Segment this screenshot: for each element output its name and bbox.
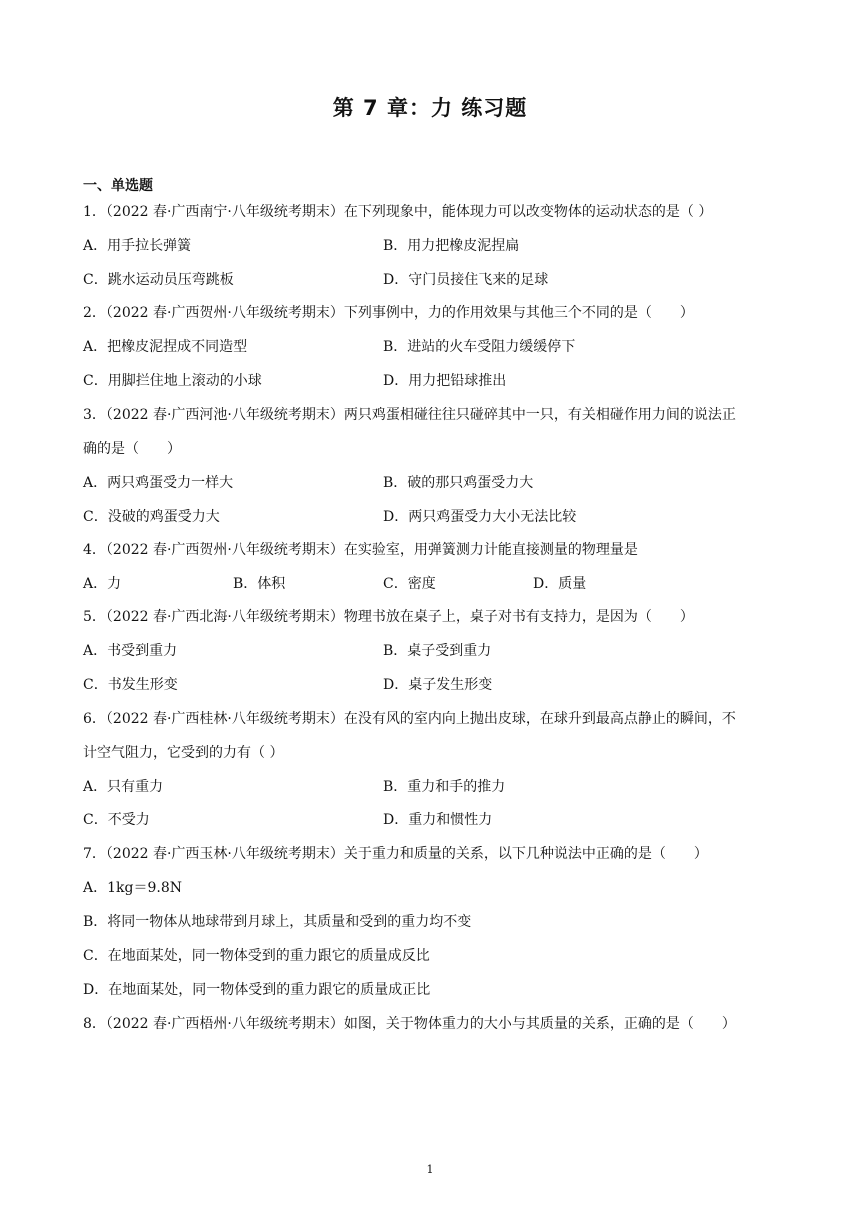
q4-option-c: C．密度	[383, 576, 436, 592]
q5-option-a: A．书受到重力	[83, 643, 178, 659]
q4-option-d: D．质量	[533, 576, 587, 592]
question-7: 7．（2022 春·广西玉林·八年级统考期末）关于重力和质量的关系，以下几种说法中正确的是（ ）	[83, 846, 708, 862]
q7-option-a: A．1kg＝9.8N	[83, 880, 182, 896]
q1-option-b: B．用力把橡皮泥捏扁	[383, 238, 520, 254]
q1-option-d: D．守门员接住飞来的足球	[383, 272, 549, 288]
question-5: 5．（2022 春·广西北海·八年级统考期末）物理书放在桌子上，桌子对书有支持力，是因为（ ）	[83, 609, 694, 625]
question-2: 2．（2022 春·广西贺州·八年级统考期末）下列事例中，力的作用效果与其他三个不同的是（ ）	[83, 305, 694, 321]
q1-option-c: C．跳水运动员压弯跳板	[83, 272, 234, 288]
q3-option-a: A．两只鸡蛋受力一样大	[83, 475, 234, 491]
q3-option-d: D．两只鸡蛋受力大小无法比较	[383, 509, 577, 525]
q3-option-b: B．破的那只鸡蛋受力大	[383, 475, 534, 491]
q7-option-b: B．将同一物体从地球带到月球上，其质量和受到的重力均不变	[83, 914, 472, 930]
q5-option-d: D．桌子发生形变	[383, 677, 493, 693]
q7-option-d: D．在地面某处，同一物体受到的重力跟它的质量成正比	[83, 982, 431, 998]
q6-option-a: A．只有重力	[83, 779, 164, 795]
q7-option-c: C．在地面某处，同一物体受到的重力跟它的质量成反比	[83, 948, 430, 964]
question-6-cont: 计空气阻力，它受到的力有（ ）	[83, 745, 284, 761]
q4-option-a: A．力	[83, 576, 122, 592]
question-3-cont: 确的是（ ）	[83, 441, 181, 457]
q2-option-a: A．把橡皮泥捏成不同造型	[83, 339, 248, 355]
question-8: 8．（2022 春·广西梧州·八年级统考期末）如图，关于物体重力的大小与其质量的关系，正确的是（ ）	[83, 1016, 736, 1032]
q6-option-c: C．不受力	[83, 812, 150, 828]
q2-option-d: D．用力把铅球推出	[383, 373, 507, 389]
q6-option-b: B．重力和手的推力	[383, 779, 506, 795]
question-6: 6．（2022 春·广西桂林·八年级统考期末）在没有风的室内向上抛出皮球，在球升到最高点静止的瞬间，不	[83, 711, 736, 727]
q5-option-b: B．桌子受到重力	[383, 643, 492, 659]
q5-option-c: C．书发生形变	[83, 677, 178, 693]
q1-option-a: A．用手拉长弹簧	[83, 238, 192, 254]
q3-option-c: C．没破的鸡蛋受力大	[83, 509, 220, 525]
section-heading: 一、单选题	[83, 178, 153, 194]
q4-option-b: B．体积	[233, 576, 286, 592]
q2-option-b: B．进站的火车受阻力缓缓停下	[383, 339, 576, 355]
question-3: 3．（2022 春·广西河池·八年级统考期末）两只鸡蛋相碰往往只碰碎其中一只，有关相碰作用力间的说法正	[83, 407, 736, 423]
page-number: 1	[426, 1163, 434, 1176]
question-4: 4．（2022 春·广西贺州·八年级统考期末）在实验室，用弹簧测力计能直接测量的物理量是	[83, 542, 638, 558]
page-title: 第 7 章：力 练习题	[332, 96, 528, 120]
q2-option-c: C．用脚拦住地上滚动的小球	[83, 373, 262, 389]
q6-option-d: D．重力和惯性力	[383, 812, 493, 828]
question-1: 1．（2022 春·广西南宁·八年级统考期末）在下列现象中，能体现力可以改变物体的运动状态的是（ ）	[83, 204, 713, 220]
